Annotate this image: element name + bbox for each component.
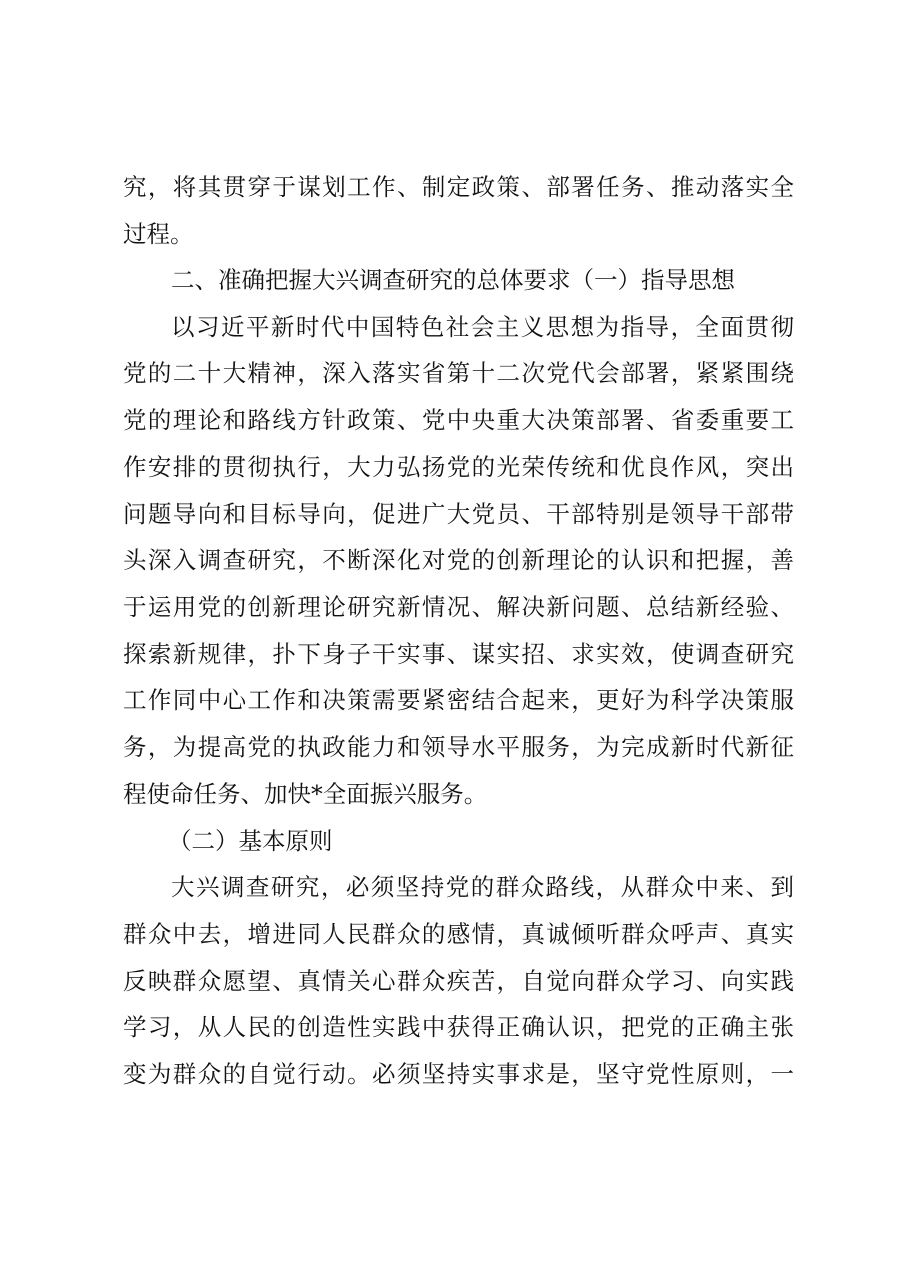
paragraph-line: 反映群众愿望、真情关心群众疾苦，自觉向群众学习、向实践 <box>123 967 794 995</box>
paragraph-line: 党的二十大精神，深入落实省第十二次党代会部署，紧紧围绕 <box>123 359 794 387</box>
section-heading: 二、准确把握大兴调查研究的总体要求（一）指导思想 <box>171 266 735 294</box>
paragraph-line: 大兴调查研究，必须坚持党的群众路线，从群众中来、到 <box>171 873 794 901</box>
paragraph-line: 党的理论和路线方针政策、党中央重大决策部署、省委重要工 <box>123 406 794 434</box>
paragraph-line: 过程。 <box>123 220 194 248</box>
paragraph-line: 变为群众的自觉行动。必须坚持实事求是，坚守党性原则，一 <box>123 1060 794 1088</box>
paragraph-line: 作安排的贯彻执行，大力弘扬党的光荣传统和优良作风，突出 <box>123 453 794 481</box>
paragraph-line: 究，将其贯穿于谋划工作、制定政策、部署任务、推动落实全 <box>123 173 794 201</box>
paragraph-line: 以习近平新时代中国特色社会主义思想为指导，全面贯彻 <box>171 313 794 341</box>
paragraph-line: 学习，从人民的创造性实践中获得正确认识，把党的正确主张 <box>123 1013 794 1041</box>
paragraph-line: 问题导向和目标导向，促进广大党员、干部特别是领导干部带 <box>123 500 794 528</box>
paragraph-line: 工作同中心工作和决策需要紧密结合起来，更好为科学决策服 <box>123 686 794 714</box>
paragraph-line: 程使命任务、加快*全面振兴服务。 <box>123 780 488 808</box>
subsection-heading: （二）基本原则 <box>168 827 333 855</box>
paragraph-line: 头深入调查研究，不断深化对党的创新理论的认识和把握，善 <box>123 546 794 574</box>
paragraph-line: 于运用党的创新理论研究新情况、解决新问题、总结新经验、 <box>123 593 794 621</box>
paragraph-line: 探索新规律，扑下身子干实事、谋实招、求实效，使调查研究 <box>123 640 794 668</box>
paragraph-line: 群众中去，增进同人民群众的感情，真诚倾听群众呼声、真实 <box>123 920 794 948</box>
paragraph-line: 务，为提高党的执政能力和领导水平服务，为完成新时代新征 <box>123 733 794 761</box>
